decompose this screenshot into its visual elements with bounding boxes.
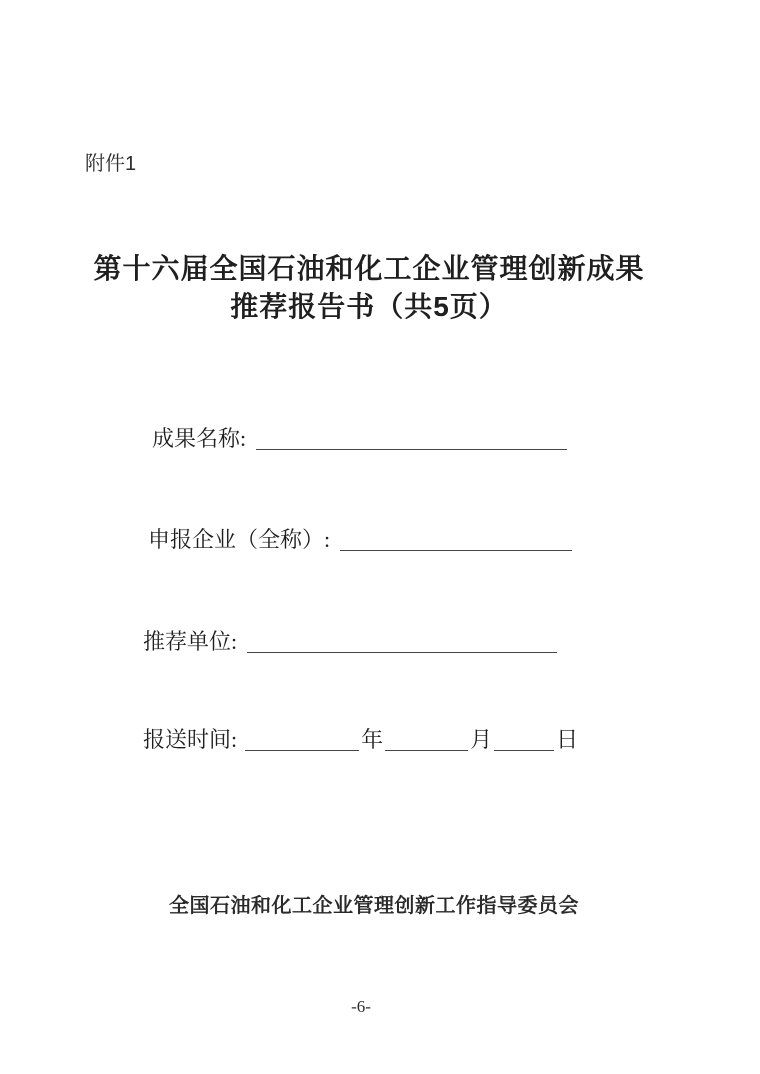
attachment-label: 附件1 bbox=[85, 153, 137, 175]
footer-organization: 全国石油和化工企业管理创新工作指导委员会 bbox=[169, 895, 579, 917]
result-name-field[interactable] bbox=[256, 448, 567, 450]
month-field[interactable] bbox=[385, 749, 468, 751]
submit-time-label: 报送时间: bbox=[143, 727, 238, 752]
applicant-field[interactable] bbox=[340, 549, 572, 551]
applicant-label: 申报企业（全称）: bbox=[148, 527, 331, 552]
recommender-field[interactable] bbox=[247, 651, 557, 653]
result-name-row bbox=[152, 423, 567, 455]
day-unit-label: 日 bbox=[556, 727, 579, 752]
month-unit-label: 月 bbox=[470, 727, 493, 752]
document-title bbox=[0, 250, 760, 326]
year-field[interactable] bbox=[245, 749, 359, 751]
recommender-row bbox=[143, 626, 557, 658]
year-unit-label: 年 bbox=[361, 727, 384, 752]
result-name-label: 成果名称: bbox=[152, 426, 247, 451]
applicant-row bbox=[148, 524, 572, 556]
document-title-line1: 第十六届全国石油和化工企业管理创新成果 bbox=[93, 253, 645, 284]
recommender-label: 推荐单位: bbox=[143, 629, 238, 654]
document-title-line2: 推荐报告书（共5页） bbox=[230, 291, 508, 322]
page-number: -6- bbox=[351, 997, 371, 1016]
day-field[interactable] bbox=[494, 749, 554, 751]
submit-time-row bbox=[143, 724, 579, 756]
